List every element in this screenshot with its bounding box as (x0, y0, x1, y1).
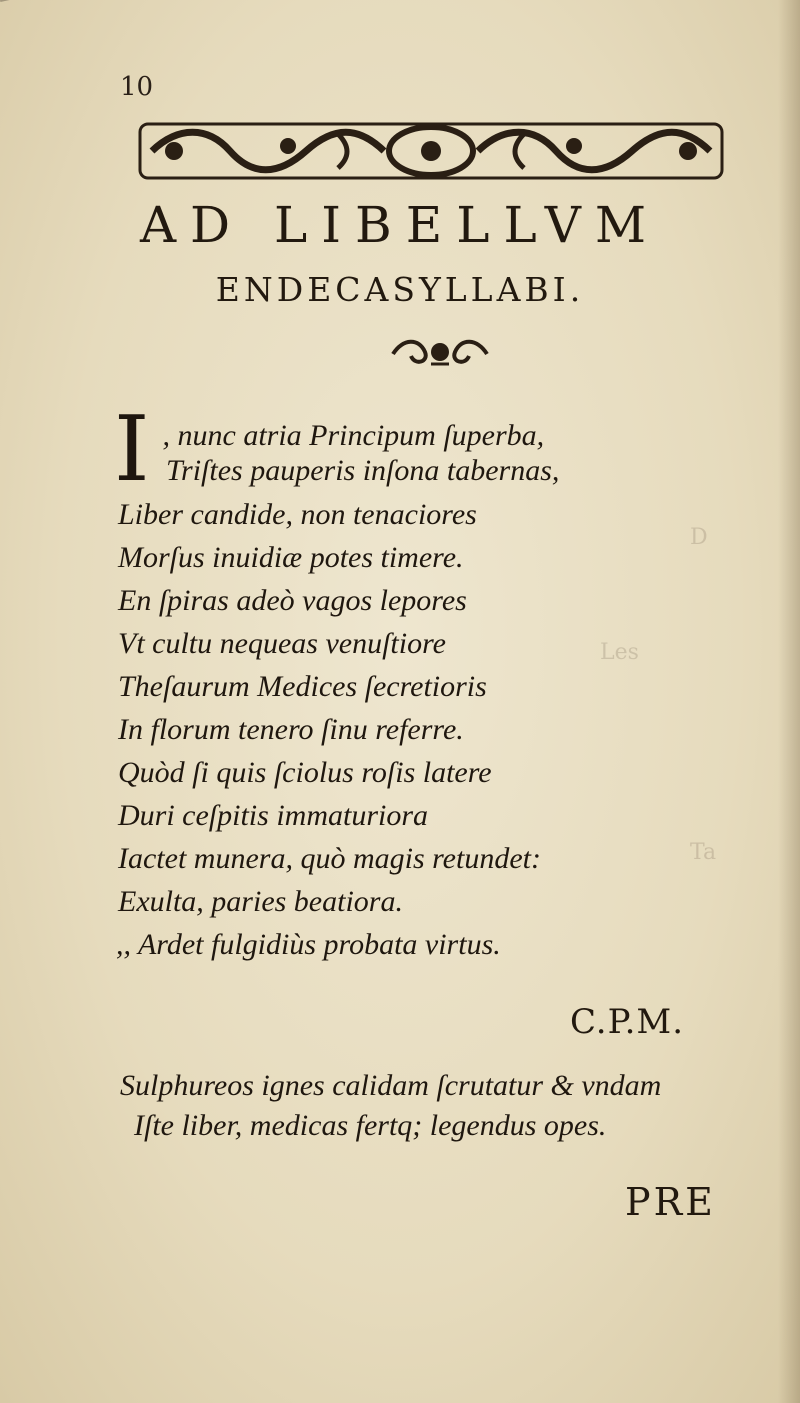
show-through-text: D (690, 525, 708, 550)
poem-line: ,, Ardet fulgidiùs probata virtus. (116, 928, 501, 961)
poem-line: Triſtes pauperis inſona tabernas, (166, 454, 560, 487)
title-main: AD LIBELLVM (139, 196, 661, 254)
poem-line: Liber candide, non tenaciores (118, 498, 477, 531)
show-through-text: Les (600, 640, 639, 665)
title-sub: ENDECASYLLABI. (215, 270, 585, 309)
poem-line: In florum tenero ſinu referre. (118, 713, 464, 746)
poem-line: , nunc atria Principum ſuperba, (160, 419, 545, 452)
poem-line: Theſaurum Medices ſecretioris (118, 670, 487, 703)
poem-line: Morſus inuidiæ potes timere. (118, 541, 464, 574)
signature: C.P.M. (570, 1002, 685, 1042)
poem-line: Iactet munera, quò magis retundet: (118, 842, 541, 875)
page-number: 10 (120, 72, 154, 102)
drop-cap: I (114, 397, 150, 502)
show-through-text: Ta (690, 840, 717, 865)
poem-line: Exulta, paries beatiora. (118, 885, 403, 918)
poem-line: En ſpiras adeò vagos lepores (118, 584, 467, 617)
poem-line: Quòd ſi quis ſciolus roſis latere (118, 756, 492, 789)
poem-line: Duri ceſpitis immaturiora (118, 799, 429, 832)
distich-line: Sulphureos ignes calidam ſcrutatur & vndam (120, 1069, 662, 1102)
catchword: PRE (625, 1180, 716, 1224)
poem-line: Vt cultu nequeas venuſtiore (118, 627, 446, 660)
distich-line: Iſte liber, medicas fertq; legendus opes. (134, 1109, 607, 1142)
